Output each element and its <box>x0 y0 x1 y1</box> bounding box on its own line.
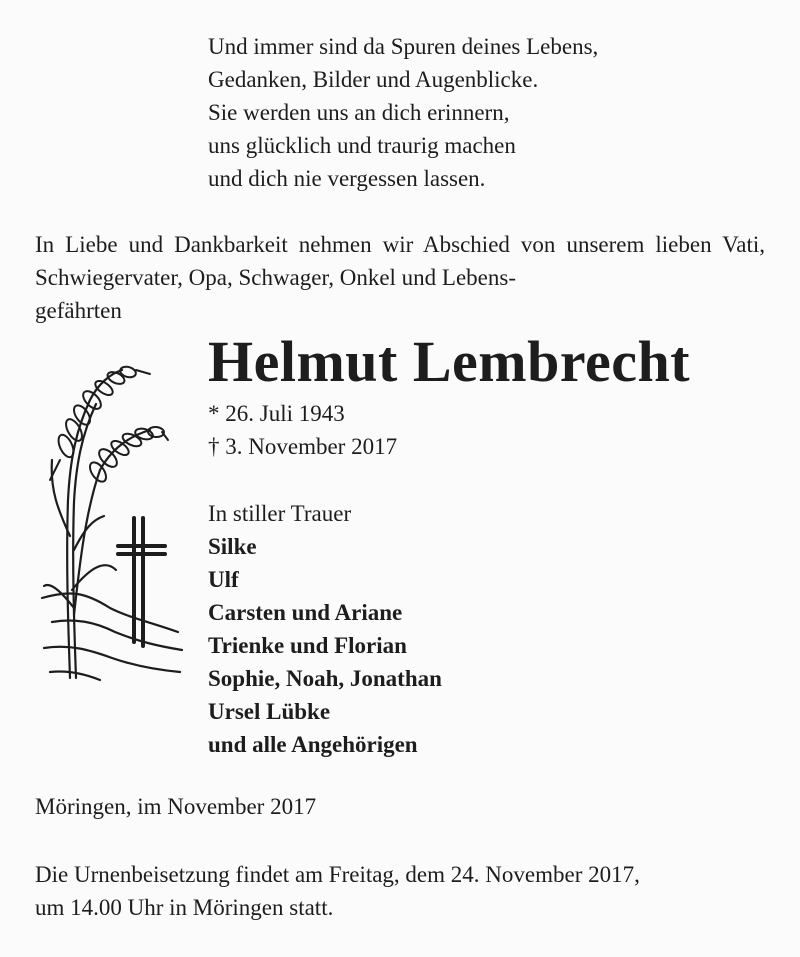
poem-line: uns glücklich und traurig machen <box>208 133 516 158</box>
mourners-list <box>208 497 442 761</box>
deceased-name: Helmut Lembrecht <box>208 329 691 394</box>
mourning-heading: In stiller Trauer <box>208 501 352 526</box>
burial-line: Die Urnenbeisetzung findet am Freitag, dem 24. November 2017, <box>35 862 640 887</box>
life-dates <box>208 397 397 463</box>
mourner: Carsten und Ariane <box>208 600 403 625</box>
mourner: Ursel Lübke <box>208 699 331 724</box>
poem-line: Sie werden uns an dich erinnern, <box>208 100 510 125</box>
mourner: Ulf <box>208 567 239 592</box>
burial-line: um 14.00 Uhr in Möringen statt. <box>35 895 334 920</box>
poem-line: Gedanken, Bilder und Augenblicke. <box>208 67 539 92</box>
birth-date: * 26. Juli 1943 <box>208 401 345 426</box>
poem-line: Und immer sind da Spuren deines Lebens, <box>208 34 599 59</box>
mourner: Trienke und Florian <box>208 633 407 658</box>
poem-line: und dich nie vergessen lassen. <box>208 166 486 191</box>
poem <box>208 30 598 195</box>
mourner: Silke <box>208 534 257 559</box>
mourner: Sophie, Noah, Jonathan <box>208 666 442 691</box>
farewell-intro-end: gefährten <box>35 298 122 323</box>
wheat-and-cross-icon <box>40 360 190 690</box>
burial-info <box>35 858 640 924</box>
death-date: † 3. November 2017 <box>208 434 398 459</box>
mourner: und alle Angehörigen <box>208 732 418 757</box>
farewell-intro: In Liebe und Dankbarkeit nehmen wir Abschied von unserem lieben Vati, Schwiegervater, Opa, Schwager, Onkel und Lebens- <box>35 232 765 290</box>
place-date: Möringen, im November 2017 <box>35 794 317 819</box>
